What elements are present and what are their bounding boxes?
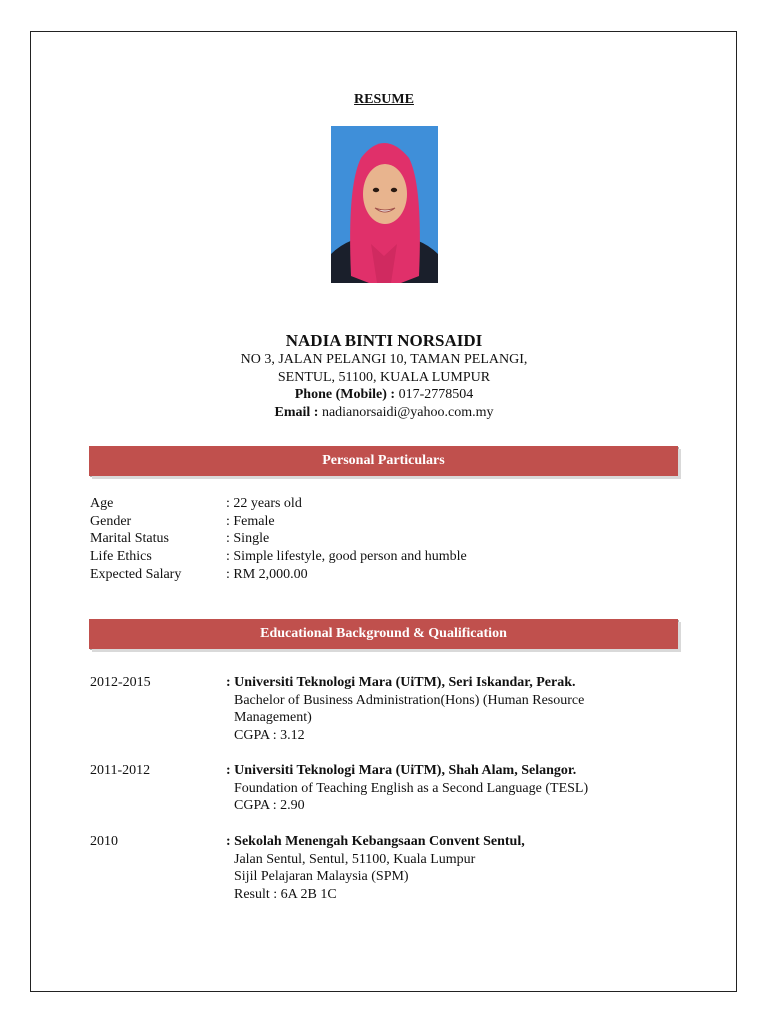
education-detail: Result : 6A 2B 1C	[234, 886, 337, 902]
education-institution: : Sekolah Menengah Kebangsaan Convent Sentul,	[226, 834, 525, 849]
phone-line	[0, 387, 768, 403]
email-label: Email :	[274, 405, 319, 420]
email-line	[0, 405, 768, 421]
personal-value: : Female	[226, 514, 275, 529]
education-detail: Bachelor of Business Administration(Hons) (Human Resource	[234, 692, 585, 708]
personal-value: : Single	[226, 531, 270, 546]
address-line-1: NO 3, JALAN PELANGI 10, TAMAN PELANGI,	[240, 352, 528, 367]
education-institution: : Universiti Teknologi Mara (UiTM), Shah Alam, Selangor.	[226, 763, 577, 778]
education-year: 2011-2012	[90, 763, 151, 778]
education-institution: : Universiti Teknologi Mara (UiTM), Seri Iskandar, Perak.	[226, 675, 576, 690]
personal-value: : Simple lifestyle, good person and humble	[226, 549, 467, 564]
education-detail: Foundation of Teaching English as a Second Language (TESL)	[234, 780, 589, 796]
personal-key: Age	[90, 496, 114, 511]
email-value: nadianorsaidi@yahoo.com.my	[321, 405, 494, 420]
education-year: 2010	[90, 834, 118, 849]
education-detail: Jalan Sentul, Sentul, 51100, Kuala Lumpur	[234, 851, 476, 867]
education-detail: Management)	[234, 710, 312, 725]
personal-value: : RM 2,000.00	[226, 567, 308, 582]
personal-key: Life Ethics	[90, 549, 152, 564]
applicant-name: NADIA BINTI NORSAIDI	[285, 331, 483, 350]
phone-label: Phone (Mobile) :	[294, 387, 396, 402]
education-detail: CGPA : 2.90	[234, 798, 305, 813]
resume-title: RESUME	[354, 92, 414, 107]
education-detail: Sijil Pelajaran Malaysia (SPM)	[234, 869, 409, 884]
personal-particulars-heading: Personal Particulars	[89, 446, 678, 476]
education-detail: CGPA : 3.12	[234, 727, 305, 743]
personal-key: Gender	[90, 514, 132, 529]
profile-photo	[331, 126, 438, 283]
phone-value: 017-2778504	[398, 387, 474, 402]
education-heading: Educational Background & Qualification	[89, 619, 678, 649]
education-year: 2012-2015	[90, 675, 151, 690]
personal-key: Expected Salary	[90, 567, 182, 582]
address-line-2: SENTUL, 51100, KUALA LUMPUR	[277, 370, 491, 385]
personal-key: Marital Status	[90, 531, 169, 546]
personal-value: : 22 years old	[226, 496, 302, 511]
